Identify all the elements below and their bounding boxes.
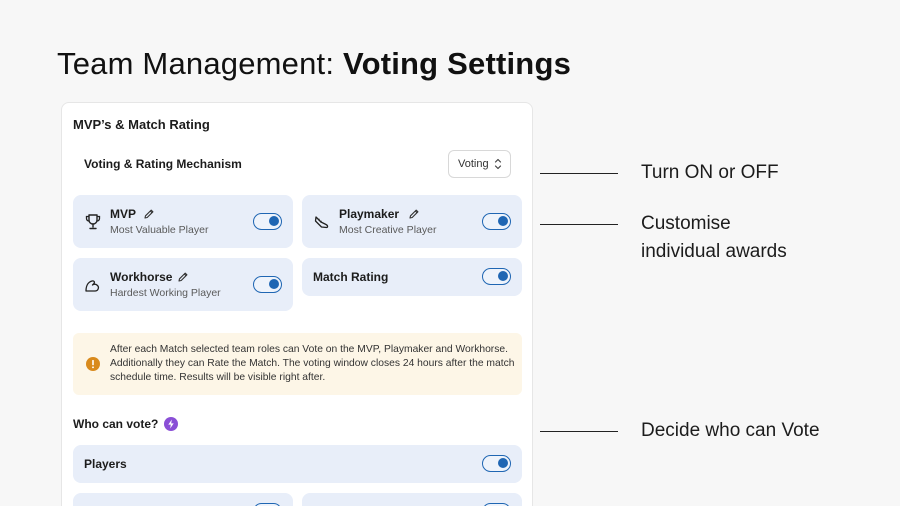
pencil-icon[interactable] — [177, 271, 189, 283]
who-can-vote-heading — [73, 417, 178, 431]
annotation-line — [540, 224, 618, 225]
annotation-line — [540, 173, 618, 174]
trophy-icon — [83, 212, 103, 232]
info-text: After each Match selected team roles can Vote on the MVP, Playmaker and Workhorse. Additionally they can Rate the Match. The voting window closes 24 hours after the match schedule time. Results will be visible right after. — [110, 344, 515, 383]
award-name: MVP — [110, 207, 137, 221]
arm-icon — [83, 276, 103, 296]
award-name: Playmaker — [339, 207, 400, 221]
page-title — [57, 46, 571, 82]
voter-card — [302, 493, 522, 506]
voter-name: Players — [84, 457, 127, 471]
annotation-decide-who-votes: Decide who can Vote — [641, 420, 820, 441]
lightning-badge-icon — [164, 417, 178, 431]
annotation-line — [540, 431, 618, 432]
award-card-match-rating — [302, 258, 522, 296]
workhorse-toggle[interactable] — [253, 276, 282, 293]
award-card-mvp — [73, 195, 293, 248]
section-title: MVP’s & Match Rating — [73, 117, 210, 132]
boot-icon — [312, 212, 332, 232]
mechanism-label: Voting & Rating Mechanism — [84, 157, 242, 171]
toggle-knob — [269, 216, 279, 226]
playmaker-toggle[interactable] — [482, 213, 511, 230]
mechanism-select[interactable] — [448, 150, 511, 178]
players-toggle[interactable] — [482, 455, 511, 472]
toggle-knob — [269, 279, 279, 289]
award-name: Workhorse — [110, 270, 173, 284]
toggle-knob — [498, 216, 508, 226]
voter-card — [73, 493, 293, 506]
voter-card-players — [73, 445, 522, 483]
award-subtitle: Hardest Working Player — [110, 287, 221, 299]
mvp-toggle[interactable] — [253, 213, 282, 230]
mechanism-select-value: Voting — [458, 158, 489, 170]
award-subtitle: Most Creative Player — [339, 224, 437, 236]
voting-settings-panel — [61, 102, 533, 506]
toggle-knob — [498, 458, 508, 468]
match-rating-toggle[interactable] — [482, 268, 511, 285]
annotation-turn-on-off: Turn ON or OFF — [641, 162, 779, 183]
who-can-vote-label: Who can vote? — [73, 417, 159, 431]
pencil-icon[interactable] — [143, 208, 155, 220]
page-title-bold: Voting Settings — [343, 46, 572, 81]
award-name: Match Rating — [313, 270, 389, 284]
warning-icon — [86, 357, 100, 371]
toggle-knob — [498, 271, 508, 281]
award-card-workhorse — [73, 258, 293, 311]
chevron-up-down-icon — [494, 157, 502, 171]
info-notice — [73, 333, 522, 395]
award-subtitle: Most Valuable Player — [110, 224, 209, 236]
page-title-prefix: Team Management: — [57, 46, 343, 81]
annotation-customise-awards: Customise individual awards — [641, 213, 787, 262]
pencil-icon[interactable] — [408, 208, 420, 220]
award-card-playmaker — [302, 195, 522, 248]
